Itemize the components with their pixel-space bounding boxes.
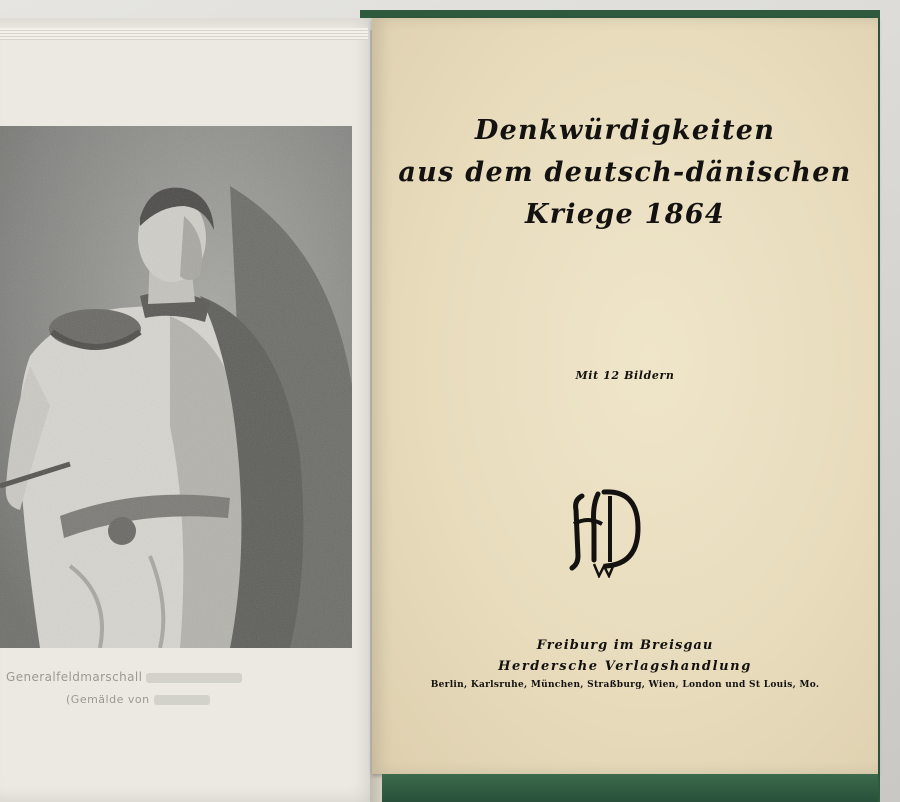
imprint-publisher: Herdersche Verlagshandlung xyxy=(498,659,752,674)
title-line-1: Denkwürdigkeiten xyxy=(474,115,776,146)
portrait-caption-line-2 xyxy=(66,693,418,706)
caption-blurred-text xyxy=(146,673,242,683)
title-line-2: aus dem deutsch-dänischen xyxy=(398,157,852,188)
imprint-cities: Berlin, Karlsruhe, München, Straßburg, Wien, London und St Louis, Mo. xyxy=(430,680,820,690)
frontispiece-page xyxy=(0,18,382,802)
portrait-engraving xyxy=(0,126,352,648)
cover-bottom-edge xyxy=(382,774,878,802)
title-line-3: Kriege 1864 xyxy=(524,199,726,230)
caption-blurred-text-2 xyxy=(154,695,210,705)
title-page xyxy=(372,18,878,774)
page-edges xyxy=(0,28,368,40)
caption-text-1: Generalfeldmarschall xyxy=(6,670,143,684)
caption-text-2: (Gemälde von xyxy=(66,693,150,706)
subtitle: Mit 12 Bildern xyxy=(575,369,675,382)
publisher-monogram-logo xyxy=(568,486,642,578)
portrait-caption-line-1 xyxy=(6,670,358,684)
imprint-place: Freiburg im Breisgau xyxy=(536,638,714,653)
